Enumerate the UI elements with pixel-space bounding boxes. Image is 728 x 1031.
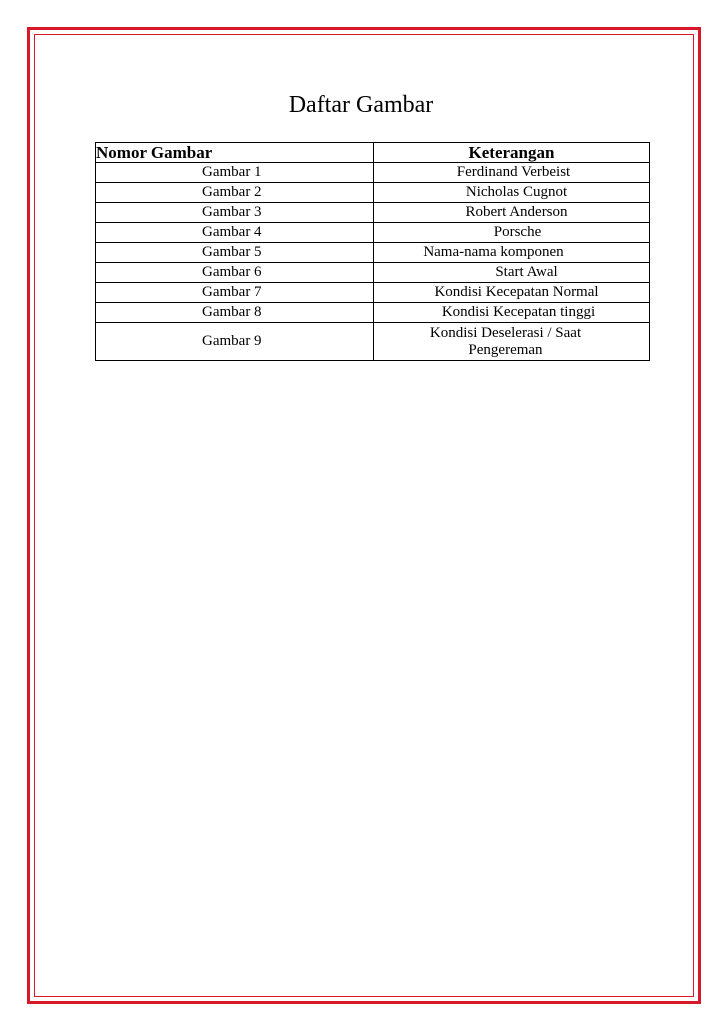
cell-description-text: Kondisi Kecepatan tinggi (441, 304, 596, 320)
cell-number (96, 223, 374, 243)
cell-description-text: Nicholas Cugnot (465, 184, 568, 200)
cell-description-text: Nama-nama komponen (423, 244, 564, 260)
figure-list-table (95, 142, 650, 361)
page-title (0, 90, 728, 120)
cell-description (374, 283, 650, 303)
cell-number-text: Gambar 5 (202, 244, 262, 260)
header-nomor-gambar: Nomor Gambar (96, 143, 374, 163)
table-row (96, 283, 650, 303)
cell-description-text: Ferdinand Verbeist (456, 164, 571, 180)
table-row (96, 243, 650, 263)
cell-description (374, 263, 650, 283)
cell-description (374, 203, 650, 223)
cell-description (374, 303, 650, 323)
cell-number-text: Gambar 9 (202, 333, 262, 349)
table-row (96, 203, 650, 223)
cell-number (96, 303, 374, 323)
cell-description (374, 223, 650, 243)
page-title-text: Daftar Gambar (288, 92, 434, 118)
table-row (96, 303, 650, 323)
table-row (96, 263, 650, 283)
cell-number (96, 283, 374, 303)
cell-number-text: Gambar 8 (202, 304, 262, 320)
cell-number (96, 323, 374, 361)
cell-description-text: Robert Anderson (465, 204, 568, 220)
cell-description-text: Porsche (493, 224, 542, 240)
cell-number-text: Gambar 3 (202, 204, 262, 220)
table-row (96, 183, 650, 203)
cell-number-text: Gambar 7 (202, 284, 262, 300)
cell-description (374, 163, 650, 183)
cell-number (96, 263, 374, 283)
cell-description-text: Start Awal (495, 264, 558, 280)
cell-number (96, 243, 374, 263)
cell-description (374, 243, 650, 263)
table-row (96, 223, 650, 243)
cell-number-text: Gambar 1 (202, 164, 262, 180)
cell-number (96, 163, 374, 183)
cell-number-text: Gambar 2 (202, 184, 262, 200)
cell-description-text: Kondisi Kecepatan Normal (434, 284, 599, 300)
cell-description (374, 183, 650, 203)
table-header-row (96, 143, 650, 163)
cell-number (96, 203, 374, 223)
table-row (96, 323, 650, 361)
cell-description-text: Kondisi Deselerasi / Saat Pengereman (429, 324, 582, 358)
table-row (96, 163, 650, 183)
cell-number-text: Gambar 4 (202, 224, 262, 240)
cell-number (96, 183, 374, 203)
cell-description (374, 323, 650, 361)
cell-number-text: Gambar 6 (202, 264, 262, 280)
header-keterangan: Keterangan (374, 143, 650, 163)
